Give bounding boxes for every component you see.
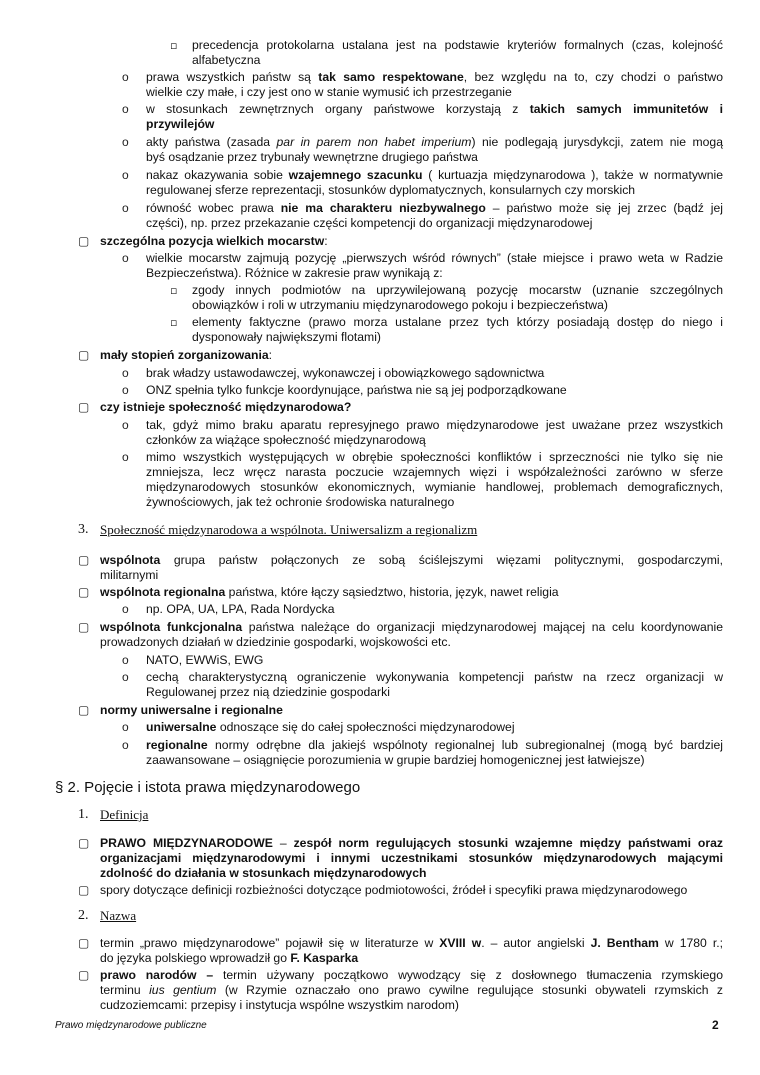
- circle-bullet-icon: o: [122, 251, 129, 265]
- list-item-cont: zdolność do działania w stosunkach międzynarodowych: [100, 866, 427, 880]
- list-item-cont: prowadzonych działań w dziedzinie gospodarki, wojskowości etc.: [100, 635, 451, 649]
- heading-number: 2.: [78, 908, 89, 923]
- section-heading: Definicja: [100, 807, 149, 822]
- list-item-cont: militarnymi: [100, 568, 159, 582]
- section-heading: Społeczność międzynarodowa a wspólnota. Uniwersalizm a regionalizm: [100, 522, 478, 537]
- checkbox-bullet-icon: ▢: [78, 348, 90, 362]
- checkbox-bullet-icon: ▢: [78, 620, 90, 634]
- list-item-cont: Bezpieczeństwa). Różnice w zakresie praw wynikają z:: [146, 266, 443, 280]
- checkbox-bullet-icon: ▢: [78, 836, 90, 850]
- list-item: elementy faktyczne (prawo morza ustalane przez tych którzy posiadają dostęp do niego i: [192, 315, 723, 329]
- circle-bullet-icon: o: [122, 366, 129, 380]
- list-item-cont: do języka polskiego wprowadził go F. Kasparka: [100, 951, 359, 965]
- list-item: spory dotyczące definicji rozbieżności dotyczące podmiotowości, źródeł i specyfiki prawa międzynarodowego: [100, 883, 688, 897]
- chapter-heading: § 2. Pojęcie i istota prawa międzynarodowego: [55, 779, 361, 796]
- list-item: normy uniwersalne i regionalne: [100, 703, 283, 717]
- list-item-cont: Regulowanej przez nią dziedzinie gospodarki: [146, 685, 390, 699]
- circle-bullet-icon: o: [122, 418, 129, 432]
- circle-bullet-icon: o: [122, 201, 129, 215]
- circle-bullet-icon: o: [122, 383, 129, 397]
- checkbox-bullet-icon: ▢: [78, 234, 90, 248]
- list-item: zgody innych podmiotów na uprzywilejowaną pozycję mocarstw (uznanie szczególnych: [192, 283, 723, 297]
- list-item: czy istnieje społeczność międzynarodowa?: [100, 400, 352, 414]
- checkbox-bullet-icon: ▢: [78, 553, 90, 567]
- list-item-cont: żywnościowych, jak też ochronie środowiska naturalnego: [146, 495, 455, 509]
- list-item: mały stopień zorganizowania:: [100, 348, 273, 362]
- list-item: np. OPA, UA, LPA, Rada Nordycka: [146, 602, 335, 616]
- list-item: prawo narodów – termin używany początkowo wywodzący się z dosłownego tłumaczenia rzymskiego: [100, 968, 723, 982]
- list-item: akty państwa (zasada par in parem non habet imperium) nie podlegają jurysdykcji, zatem nie mogą: [146, 135, 723, 149]
- list-item: ONZ spełnia tylko funkcje koordynujące, państwa nie są jej podporządkowane: [146, 383, 567, 397]
- list-item: wspólnota regionalna państwa, które łączy sąsiedztwo, historia, język, nawet religia: [100, 585, 559, 599]
- list-item: uniwersalne odnoszące się do całej społeczności międzynarodowej: [146, 720, 515, 734]
- list-item: wspólnota funkcjonalna państwa należące do organizacji międzynarodowej mającej na celu koordynowanie: [100, 620, 724, 634]
- list-item: równość wobec prawa nie ma charakteru niezbywalnego – państwo może się jej zrzec (bądź jej: [146, 201, 724, 215]
- checkbox-bullet-icon: ▢: [78, 883, 90, 897]
- checkbox-bullet-icon: ▢: [78, 400, 90, 414]
- list-item: precedencja protokolarna ustalana jest na podstawie kryteriów formalnych (czas, kolejność: [192, 38, 723, 52]
- page-number: 2: [712, 1018, 719, 1032]
- circle-bullet-icon: o: [122, 135, 129, 149]
- list-item: regionalne normy odrębne dla jakiejś wspólnoty regionalnej lub subregionalnej (mogą być bardziej: [146, 738, 723, 752]
- list-item-cont: organizacjami międzynarodowymi i innymi uczestnikami stosunków międzynarodowych mającymi: [100, 851, 723, 865]
- list-item-cont: wielkie czy małe, i czy jest ono w stanie wymusić ich przestrzeganie: [146, 85, 512, 99]
- list-item-cont: cudzoziemcami: przepisy i instytucja wspólne wszystkim narodom): [100, 998, 459, 1012]
- list-item: szczególna pozycja wielkich mocarstw:: [100, 234, 328, 248]
- list-item: brak władzy ustawodawczej, wykonawczej i obowiązkowego sądownictwa: [146, 366, 545, 380]
- circle-bullet-icon: o: [122, 670, 129, 684]
- circle-bullet-icon: o: [122, 450, 129, 464]
- circle-bullet-icon: o: [122, 602, 129, 616]
- list-item: NATO, EWWiS, EWG: [146, 653, 264, 667]
- list-item-cont: międzynarodowych stosunków ekonomicznych, wymianie handlowej, problemach demograficznych,: [146, 480, 723, 494]
- list-item-cont: zmniejsza, lecz wręcz narasta poczucie wzajemnych więzi i współzależności zarówno w sferze: [146, 465, 723, 479]
- checkbox-bullet-icon: ▢: [78, 968, 90, 982]
- circle-bullet-icon: o: [122, 738, 129, 752]
- list-item: cechą charakterystyczną ograniczenie wykonywania kompetencji państw na rzecz organizacji w: [146, 670, 723, 684]
- list-item-cont: terminu ius gentium (w Rzymie oznaczało ono prawo cywilne regulujące stosunki obywateli rzymskich z: [100, 983, 724, 997]
- list-item: wielkie mocarstw zajmują pozycję „pierwszych wśród równych” (stałe miejsce i prawo weta w Radzie: [146, 251, 723, 265]
- list-item-cont: części), np. przez przekazanie części kompetencji do organizacji międzynarodowej: [146, 216, 593, 230]
- checkbox-bullet-icon: ▢: [78, 936, 90, 950]
- list-item: PRAWO MIĘDZYNARODOWE – zespół norm regulujących stosunki wzajemne między państwami oraz: [100, 836, 723, 850]
- list-item: prawa wszystkich państw są tak samo respektowane, bez względu na to, czy chodzi o państwo: [146, 70, 723, 84]
- checkbox-bullet-icon: ▢: [78, 703, 90, 717]
- circle-bullet-icon: o: [122, 102, 129, 116]
- list-item: tak, gdyż mimo braku aparatu represyjnego prawo międzynarodowe jest uważane przez wszystkich: [146, 418, 723, 432]
- square-bullet-icon: ▫: [170, 39, 178, 52]
- checkbox-bullet-icon: ▢: [78, 585, 90, 599]
- heading-number: 1.: [78, 807, 89, 822]
- footer-title: Prawo międzynarodowe publiczne: [55, 1020, 207, 1031]
- list-item-cont: dysponowały największymi flotami): [192, 330, 381, 344]
- list-item-cont: zaawansowane – osiągnięcie porozumienia w grupie bardziej homogenicznej jest łatwiejsze): [146, 753, 645, 767]
- list-item: nakaz okazywania sobie wzajemnego szacunku ( kurtuazja międzynarodowa ), także w normatywnie: [146, 168, 723, 182]
- square-bullet-icon: ▫: [170, 284, 178, 297]
- list-item: termin „prawo międzynarodowe” pojawił się w literaturze w XVIII w. – autor angielski J. Bentham w 1780 r.;: [100, 936, 723, 950]
- list-item-cont: przywilejów: [146, 117, 215, 131]
- list-item-cont: alfabetyczna: [192, 53, 261, 67]
- circle-bullet-icon: o: [122, 70, 129, 84]
- heading-number: 3.: [78, 522, 89, 537]
- list-item-cont: byś osądzanie przez trybunały wewnętrzne drugiego państwa: [146, 150, 478, 164]
- square-bullet-icon: ▫: [170, 316, 178, 329]
- list-item: wspólnota grupa państw połączonych ze sobą ściślejszymi więzami politycznymi, gospodarczymi,: [100, 553, 723, 567]
- list-item: w stosunkach zewnętrznych organy państwowe korzystają z takich samych immunitetów i: [146, 102, 723, 116]
- list-item-cont: obowiązków i roli w utrzymaniu międzynarodowego pokoju i bezpieczeństwa): [192, 298, 608, 312]
- circle-bullet-icon: o: [122, 720, 129, 734]
- list-item-cont: członków za wiążące społeczność międzynarodową: [146, 433, 426, 447]
- circle-bullet-icon: o: [122, 653, 129, 667]
- circle-bullet-icon: o: [122, 168, 129, 182]
- section-heading: Nazwa: [100, 908, 137, 923]
- list-item: mimo wszystkich występujących w obrębie społeczności konfliktów i sprzeczności nie tylko się nie: [146, 450, 723, 464]
- list-item-cont: regulowanej sferze reprezentacji, stosunków dyplomatycznych, konsularnych czy morskich: [146, 183, 636, 197]
